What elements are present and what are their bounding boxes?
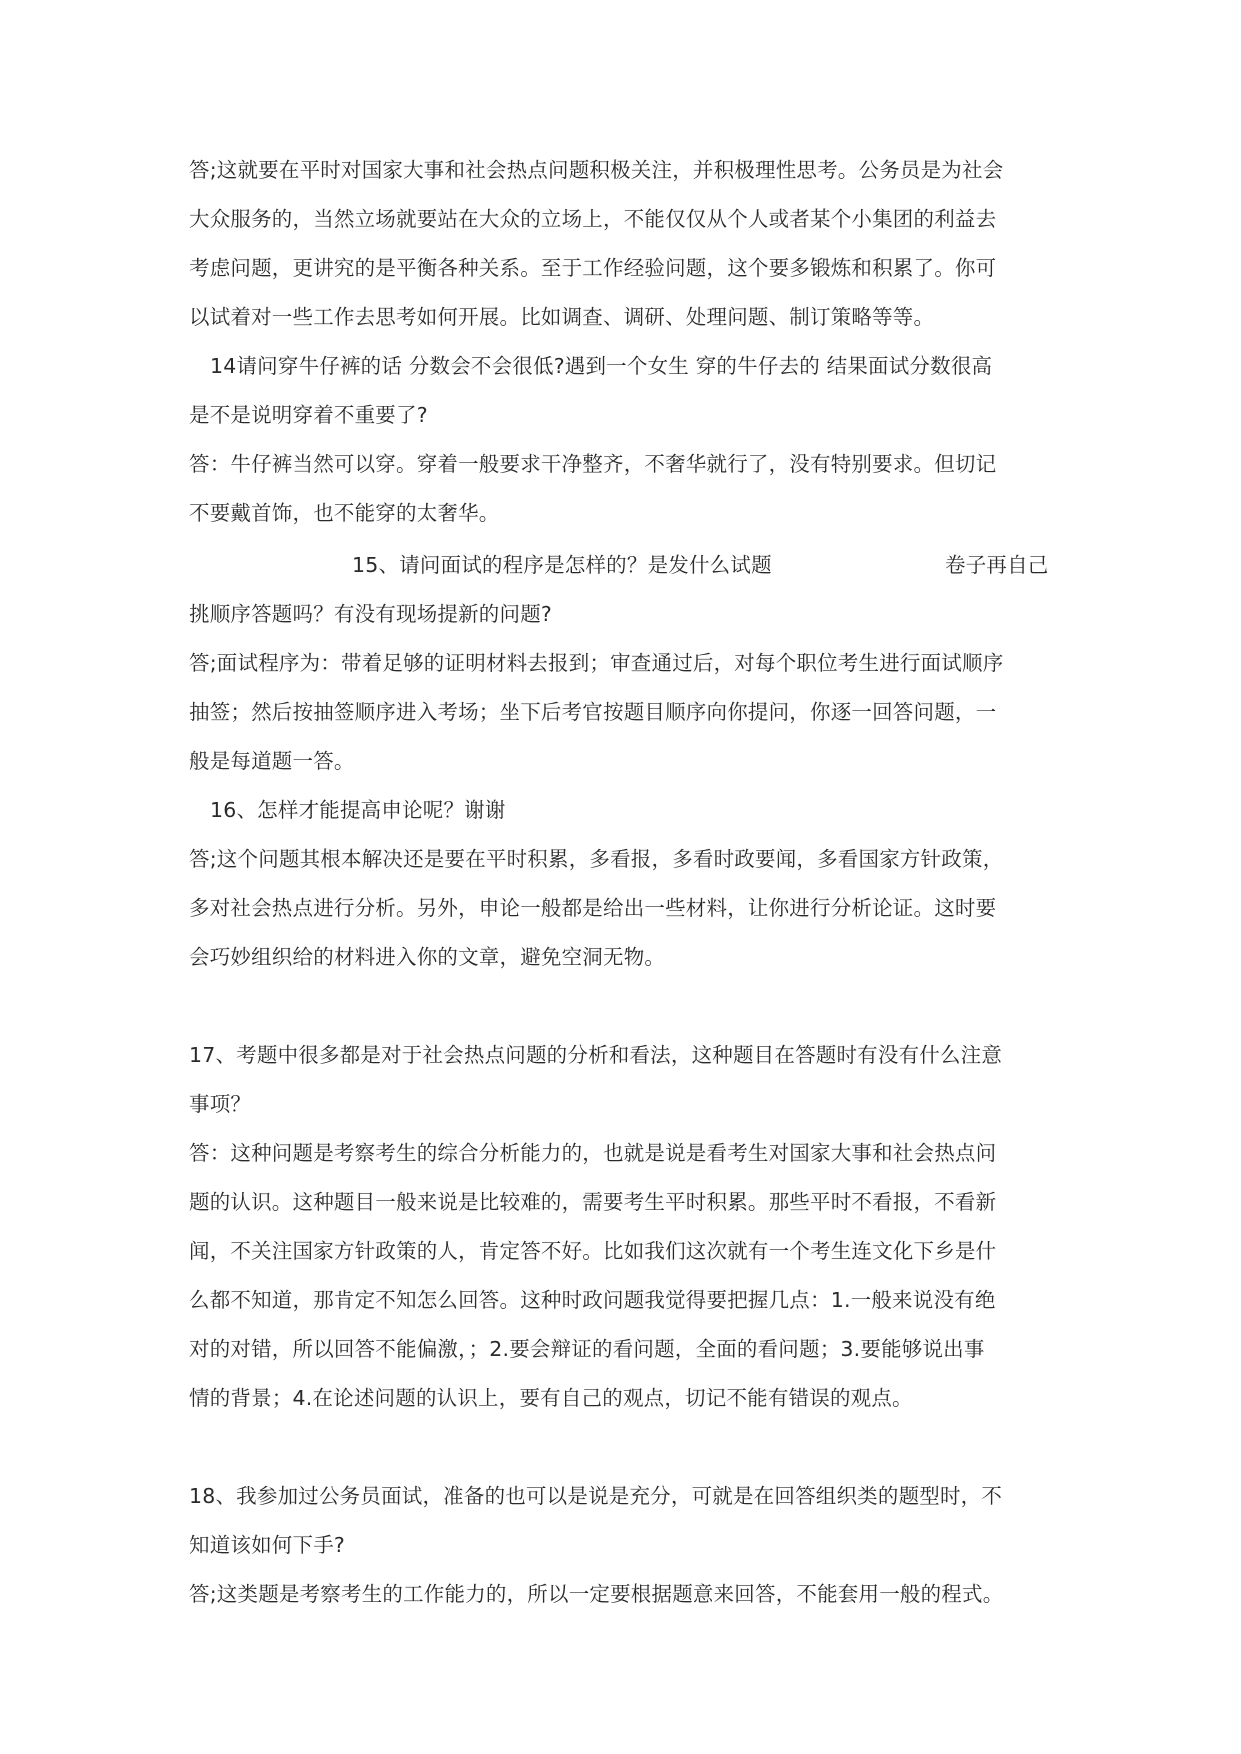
question-15: 15、请问面试的程序是怎样的？是发什么试题: [352, 553, 772, 577]
text-line: 会巧妙组织给的材料进入你的文章，避免空洞无物。: [189, 945, 666, 969]
question-16: 16、怎样才能提高申论呢？谢谢: [210, 798, 506, 822]
text-line: 不要戴首饰，也不能穿的太奢华。: [189, 501, 500, 525]
text-line: 是不是说明穿着不重要了?: [189, 403, 428, 427]
text-line: 么都不知道，那肯定不知怎么回答。这种时政问题我觉得要把握几点：1.一般来说没有绝: [189, 1288, 996, 1312]
text-line: 大众服务的，当然立场就要站在大众的立场上，不能仅仅从个人或者某个小集团的利益去: [189, 207, 997, 231]
text-line: 知道该如何下手?: [189, 1533, 345, 1557]
question-14: 14请问穿牛仔裤的话 分数会不会很低?遇到一个女生 穿的牛仔去的 结果面试分数很高: [210, 354, 993, 378]
text-line: 考虑问题，更讲究的是平衡各种关系。至于工作经验问题，这个要多锻炼和积累了。你可: [189, 256, 997, 280]
answer-15: 答;面试程序为：带着足够的证明材料去报到；审查通过后，对每个职位考生进行面试顺序: [189, 651, 1004, 675]
text-line: 情的背景；4.在论述问题的认识上，要有自己的观点，切记不能有错误的观点。: [189, 1386, 913, 1410]
question-15-tail: 卷子再自己: [945, 553, 1049, 577]
text-line: 般是每道题一答。: [189, 749, 355, 773]
text-line: 答;这就要在平时对国家大事和社会热点问题积极关注，并积极理性思考。公务员是为社会: [189, 158, 1004, 182]
answer-17: 答：这种问题是考察考生的综合分析能力的，也就是说是看考生对国家大事和社会热点问: [189, 1141, 997, 1165]
answer-14: 答：牛仔裤当然可以穿。穿着一般要求干净整齐，不奢华就行了，没有特别要求。但切记: [189, 452, 997, 476]
text-line: 以试着对一些工作去思考如何开展。比如调查、调研、处理问题、制订策略等等。: [189, 305, 935, 329]
question-18: 18、我参加过公务员面试，准备的也可以是说是充分，可就是在回答组织类的题型时，不: [189, 1484, 1003, 1508]
answer-18: 答;这类题是考察考生的工作能力的，所以一定要根据题意来回答，不能套用一般的程式。: [189, 1582, 1004, 1606]
text-line: 对的对错，所以回答不能偏激，；2.要会辩证的看问题，全面的看问题；3.要能够说出事: [189, 1337, 985, 1361]
answer-16: 答;这个问题其根本解决还是要在平时积累，多看报，多看时政要闻，多看国家方针政策，: [189, 847, 1004, 871]
text-line: 事项？: [189, 1092, 252, 1116]
text-line: 多对社会热点进行分析。另外，申论一般都是给出一些材料，让你进行分析论证。这时要: [189, 896, 997, 920]
question-17: 17、考题中很多都是对于社会热点问题的分析和看法，这种题目在答题时有没有什么注意: [189, 1043, 1003, 1067]
text-line: 题的认识。这种题目一般来说是比较难的，需要考生平时积累。那些平时不看报，不看新: [189, 1190, 997, 1214]
text-line: 闻，不关注国家方针政策的人，肯定答不好。比如我们这次就有一个考生连文化下乡是什: [189, 1239, 997, 1263]
text-line: 挑顺序答题吗？有没有现场提新的问题?: [189, 602, 552, 626]
text-line: 抽签；然后按抽签顺序进入考场；坐下后考官按题目顺序向你提问，你逐一回答问题，一: [189, 700, 997, 724]
